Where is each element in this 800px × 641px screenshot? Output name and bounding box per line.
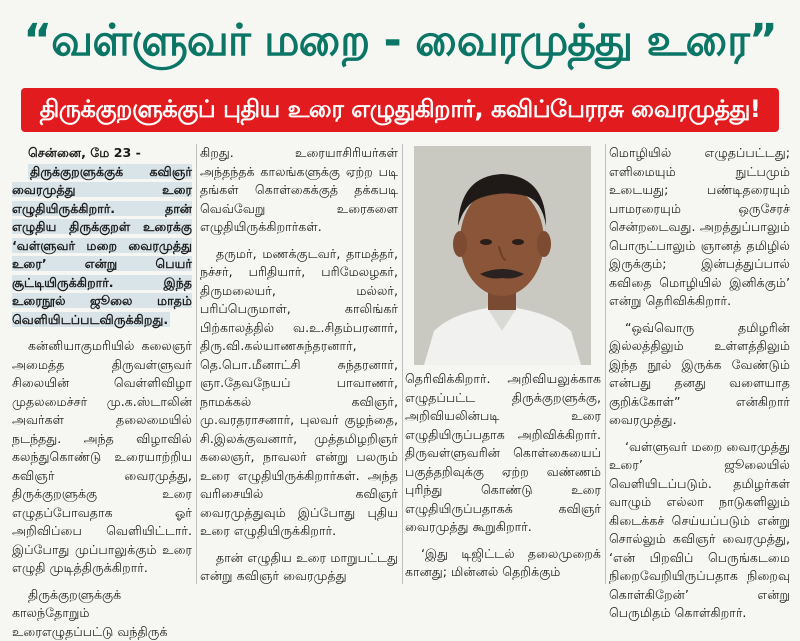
lead-paragraph: திருக்குறளுக்குக் கவிஞர் வைரமுத்து உரை எழுதியிருக்கிறார். தான் எழுதிய திருக்குறள் உரைக்கு ‘வள்ளுவர் மறை வைரமுத்து உரை’ என்று பெயர் சூட்டியிருக்கிறார். இந்த உரைநூல் ஜூலை மாதம் வெளியிடப்படவிருக்கிறது.	[12, 163, 192, 330]
paragraph: கிறது. உரையாசிரியர்கள் அந்தந்தக் காலங்களுக்கு ஏற்ற படி தங்கள் கொள்கைக்குத் தக்கபடி வெவ்வேறு உரைகளை எழுதியிருக்கிறார்கள்.	[200, 144, 398, 237]
paragraph: திருக்குறளுக்குக் காலந்தோறும் உரைஎழுதப்பட்டு வந்திருக்	[12, 586, 192, 641]
paragraph: தருமர், மணக்குடவர், தாமத்தர், நச்சர், பரிதியார், பரிமேலழகர், திருமலையர், மல்லர், பரிப்பெருமாள், காலிங்கர் பிற்காலத்தில் வ.உ.சிதம்பரனார், திரு.வி.கல்யாணசுந்தரனார், தெ.பொ.மீனாட்சி சுந்தரனார், ஞா.தேவநேயப் பாவாணர், நாமக்கல் கவிஞர், மு.வரதராசனார், புலவர் குழந்தை, சி.இலக்குவனார், முத்தமிழறிஞர் கலைஞர், நாவலர் என்று பலரும் உரை எழுதியிருக்கிறார்கள். அந்த வரிசையில் கவிஞர் வைரமுத்துவும் இப்போது புதிய உரை எழுதியிருக்கிறார்.	[200, 245, 398, 541]
article-column-1	[12, 144, 192, 641]
headline	[0, 0, 800, 86]
column-divider	[196, 144, 197, 584]
article-column-2	[200, 144, 398, 586]
paragraph: தான் எழுதிய உரை மாறுபட்டது என்று கவிஞர் வைரமுத்து	[200, 549, 398, 586]
dateline: சென்னை, மே 23 -	[12, 144, 192, 163]
portrait-photo	[414, 146, 591, 365]
paragraph: கன்னியாகுமரியில் கலைஞர் அமைத்த திருவள்ளுவர் சிலையின் வெள்ளிவிழா முதலமைச்சர் மு.க.ஸ்டாலின் அவர்கள் தலைமையில் நடந்தது. அந்த விழாவில் கலந்துகொண்டு உரையாற்றிய கவிஞர் வைரமுத்து, திருக்குறளுக்கு உரை எழுதப்போவதாக ஓர் அறிவிப்பை வெளியிட்டார். இப்போது முப்பாலுக்கும் உரை எழுதி முடித்திருக்கிறார்.	[12, 337, 192, 578]
column-divider	[605, 144, 606, 584]
article-column-4	[609, 144, 790, 623]
headline-text: “வள்ளுவர் மறை - வைரமுத்து உரை”	[23, 15, 776, 72]
subheadline-text: திருக்குறளுக்குப் புதிய உரை எழுதுகிறார், கவிப்பேரரசு வைரமுத்து!	[40, 95, 761, 126]
column-divider	[402, 144, 403, 584]
article-column-3	[405, 370, 601, 582]
paragraph: மொழியில் எழுதப்பட்டது; எளிமையும் நுட்பமும் உடையது; பண்டிதரையும் பாமரரையும் ஒருசேரச் சென்றடைவது. அறத்துப்பாலும் பொருட்பாலும் ஞானத் தமிழில் இருக்கும்; இன்பத்துப்பால் கவிதை மொழியில் இனிக்கும்’ என்று தெரிவிக்கிறார்.	[609, 144, 790, 311]
paragraph: ‘இது டிஜிட்டல் தலைமுறைக் கானது; மின்னல் தெறிக்கும்	[405, 545, 601, 582]
subheadline-banner	[21, 88, 779, 132]
paragraph: “ஒவ்வொரு தமிழரின் இல்லத்திலும் உள்ளத்திலும் இந்த நூல் இருக்க வேண்டும் என்பது தனது வளையாத குறிக்கோள்” என்கிறார் வைரமுத்து.	[609, 319, 790, 430]
paragraph: ‘வள்ளுவர் மறை வைரமுத்து உரை’ ஜூலையில் வெளியிடப்படும். தமிழர்கள் வாழும் எல்லா நாடுகளிலும் கிடைக்கச் செய்யப்படும் என்று சொல்லும் கவிஞர் வைரமுத்து, ‘என் பிறவிப் பெருங்கடமை நிறைவேறியிருப்பதாக நிறைவு கொள்கிறேன்’ என்று பெருமிதம் கொள்கிறார்.	[609, 438, 790, 623]
portrait-illustration	[414, 146, 591, 365]
paragraph: தெரிவிக்கிறார். அறிவியலுக்காக எழுதப்பட்ட திருக்குறளுக்கு, அறிவியலின்படி உரை எழுதியிருப்பதாக அறிவிக்கிறார். திருவள்ளுவரின் கொள்கையைப் பகுத்தறிவுக்கு ஏற்ற வண்ணம் புரிந்து கொண்டு உரை எழுதியிருப்பதாகக் கவிஞர் வைரமுத்து கூறுகிறார்.	[405, 370, 601, 537]
